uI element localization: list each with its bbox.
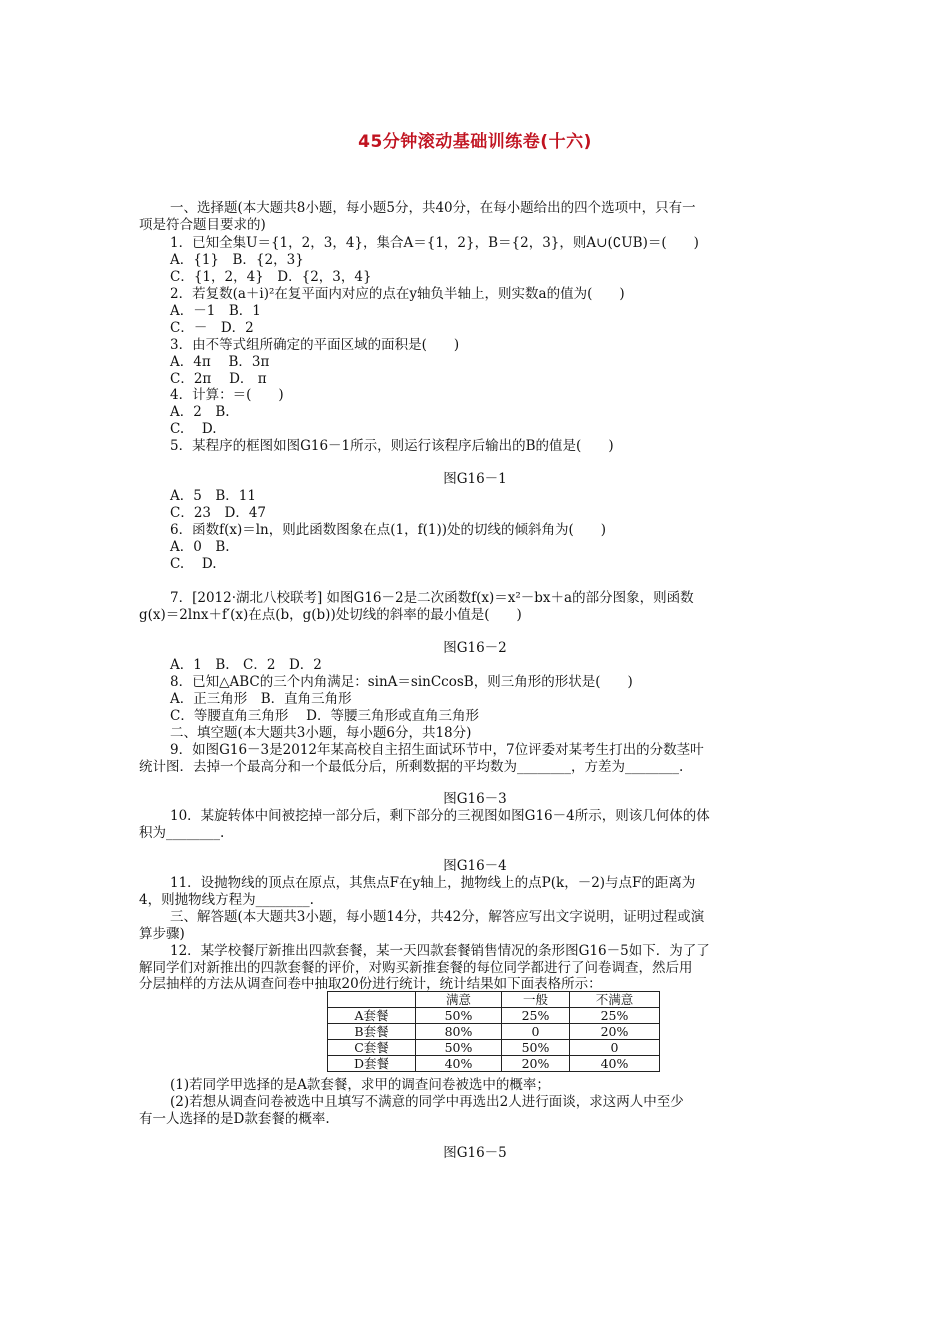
text-line: 统计图．去掉一个最高分和一个最低分后，所剩数据的平均数为________，方差为________.	[139, 759, 684, 775]
sub-question-2: (2)若想从调查问卷被选中且填写不满意的同学中再选出2人进行面谈，求这两人中至少	[170, 1094, 684, 1110]
table-cell: 25%	[502, 1008, 570, 1024]
option-line: A．5 B．11	[170, 488, 256, 504]
option-line: A．0 B.	[170, 539, 230, 555]
table-header-cell	[328, 992, 416, 1008]
table-cell: 0	[502, 1024, 570, 1040]
question-12: 12．某学校餐厅新推出四款套餐，某一天四款套餐销售情况的条形图G16－5如下．为了了	[170, 943, 710, 959]
option-line: C．等腰直角三角形 D．等腰三角形或直角三角形	[170, 708, 479, 724]
figure-caption: 图G16－2	[443, 640, 507, 656]
table-header-cell: 一般	[502, 992, 570, 1008]
question-3: 3．由不等式组所确定的平面区域的面积是( )	[170, 337, 460, 353]
table-cell: 20%	[570, 1024, 660, 1040]
figure-caption: 图G16－4	[443, 858, 507, 874]
page-title: 45分钟滚动基础训练卷(十六)	[358, 132, 592, 152]
text-line: 解同学们对新推出的四款套餐的评价，对购买新推套餐的每位同学都进行了问卷调查，然后用	[139, 960, 693, 976]
option-line: A．{1} B．{2，3}	[170, 252, 304, 268]
text-line: 分层抽样的方法从调查问卷中抽取20份进行统计，统计结果如下面表格所示：	[139, 976, 602, 992]
figure-caption: 图G16－3	[443, 791, 507, 807]
option-line: C．－ D．2	[170, 320, 254, 336]
option-line: C. D.	[170, 421, 217, 437]
option-line: A．正三角形 B．直角三角形	[170, 691, 352, 707]
table-row	[328, 1008, 660, 1024]
option-line: A．2 B.	[170, 404, 230, 420]
option-line: A．1 B. C．2 D．2	[170, 657, 322, 673]
table-cell: 20%	[502, 1056, 570, 1072]
table-header-row	[328, 992, 660, 1008]
table-cell: 50%	[416, 1040, 502, 1056]
question-11: 11．设抛物线的顶点在原点，其焦点F在y轴上，抛物线上的点P(k，－2)与点F的距离为	[170, 875, 696, 891]
table-cell: 40%	[416, 1056, 502, 1072]
question-1: 1．已知全集U＝{1，2，3，4}，集合A＝{1，2}，B＝{2，3}，则A∪(∁UB)＝( )	[170, 235, 699, 251]
table-row	[328, 1024, 660, 1040]
survey-table	[327, 991, 660, 1072]
question-4: 4．计算：＝( )	[170, 387, 284, 403]
table-header-cell: 满意	[416, 992, 502, 1008]
option-line: A．－1 B．1	[170, 303, 261, 319]
table-cell: 50%	[502, 1040, 570, 1056]
table-row	[328, 1040, 660, 1056]
option-line: C．23 D．47	[170, 505, 267, 521]
question-9: 9．如图G16－3是2012年某高校自主招生面试环节中，7位评委对某考生打出的分数茎叶	[170, 742, 704, 758]
question-7: 7．[2012·湖北八校联考] 如图G16－2是二次函数f(x)＝x²－bx＋a的部分图象，则函数	[170, 590, 694, 606]
option-line: C. D.	[170, 556, 217, 572]
table-cell: A套餐	[328, 1008, 416, 1024]
table-cell: 80%	[416, 1024, 502, 1040]
table-cell: 50%	[416, 1008, 502, 1024]
text-line: 有一人选择的是D款套餐的概率.	[139, 1111, 330, 1127]
option-line: C．2π D． π	[170, 371, 267, 387]
question-2: 2．若复数(a＋i)²在复平面内对应的点在y轴负半轴上，则实数a的值为( )	[170, 286, 625, 302]
table-row	[328, 1056, 660, 1072]
text-line: 积为________.	[139, 825, 225, 841]
text-line: 4，则抛物线方程为________.	[139, 892, 314, 908]
section-heading-choice: 一、选择题(本大题共8小题，每小题5分，共40分，在每小题给出的四个选项中，只有一	[170, 200, 696, 216]
question-10: 10．某旋转体中间被挖掉一部分后，剩下部分的三视图如图G16－4所示，则该几何体的体	[170, 808, 710, 824]
text-line: g(x)＝2lnx＋f′(x)在点(b，g(b))处切线的斜率的最小值是( )	[139, 607, 522, 623]
text-line: 算步骤)	[139, 926, 185, 942]
question-8: 8．已知△ABC的三个内角满足：sinA＝sinCcosB，则三角形的形状是( )	[170, 674, 633, 690]
sub-question-1: (1)若同学甲选择的是A款套餐，求甲的调查问卷被选中的概率；	[170, 1077, 550, 1093]
option-line: C．{1，2，4} D．{2，3，4}	[170, 269, 372, 285]
section-heading-fill: 二、填空题(本大题共3小题，每小题6分，共18分)	[170, 725, 472, 741]
table-header-cell: 不满意	[570, 992, 660, 1008]
table-cell: D套餐	[328, 1056, 416, 1072]
figure-caption: 图G16－5	[443, 1145, 507, 1161]
text-line: 项是符合题目要求的)	[139, 217, 266, 233]
option-line: A．4π B．3π	[170, 354, 270, 370]
figure-caption: 图G16－1	[443, 471, 507, 487]
table-cell: 0	[570, 1040, 660, 1056]
question-5: 5．某程序的框图如图G16－1所示，则运行该程序后输出的B的值是( )	[170, 438, 614, 454]
table-cell: 25%	[570, 1008, 660, 1024]
table-cell: C套餐	[328, 1040, 416, 1056]
section-heading-solve: 三、解答题(本大题共3小题，每小题14分，共42分，解答应写出文字说明，证明过程或演	[170, 909, 705, 925]
question-6: 6．函数f(x)＝ln，则此函数图象在点(1，f(1))处的切线的倾斜角为( )	[170, 522, 607, 538]
table-cell: B套餐	[328, 1024, 416, 1040]
table-cell: 40%	[570, 1056, 660, 1072]
